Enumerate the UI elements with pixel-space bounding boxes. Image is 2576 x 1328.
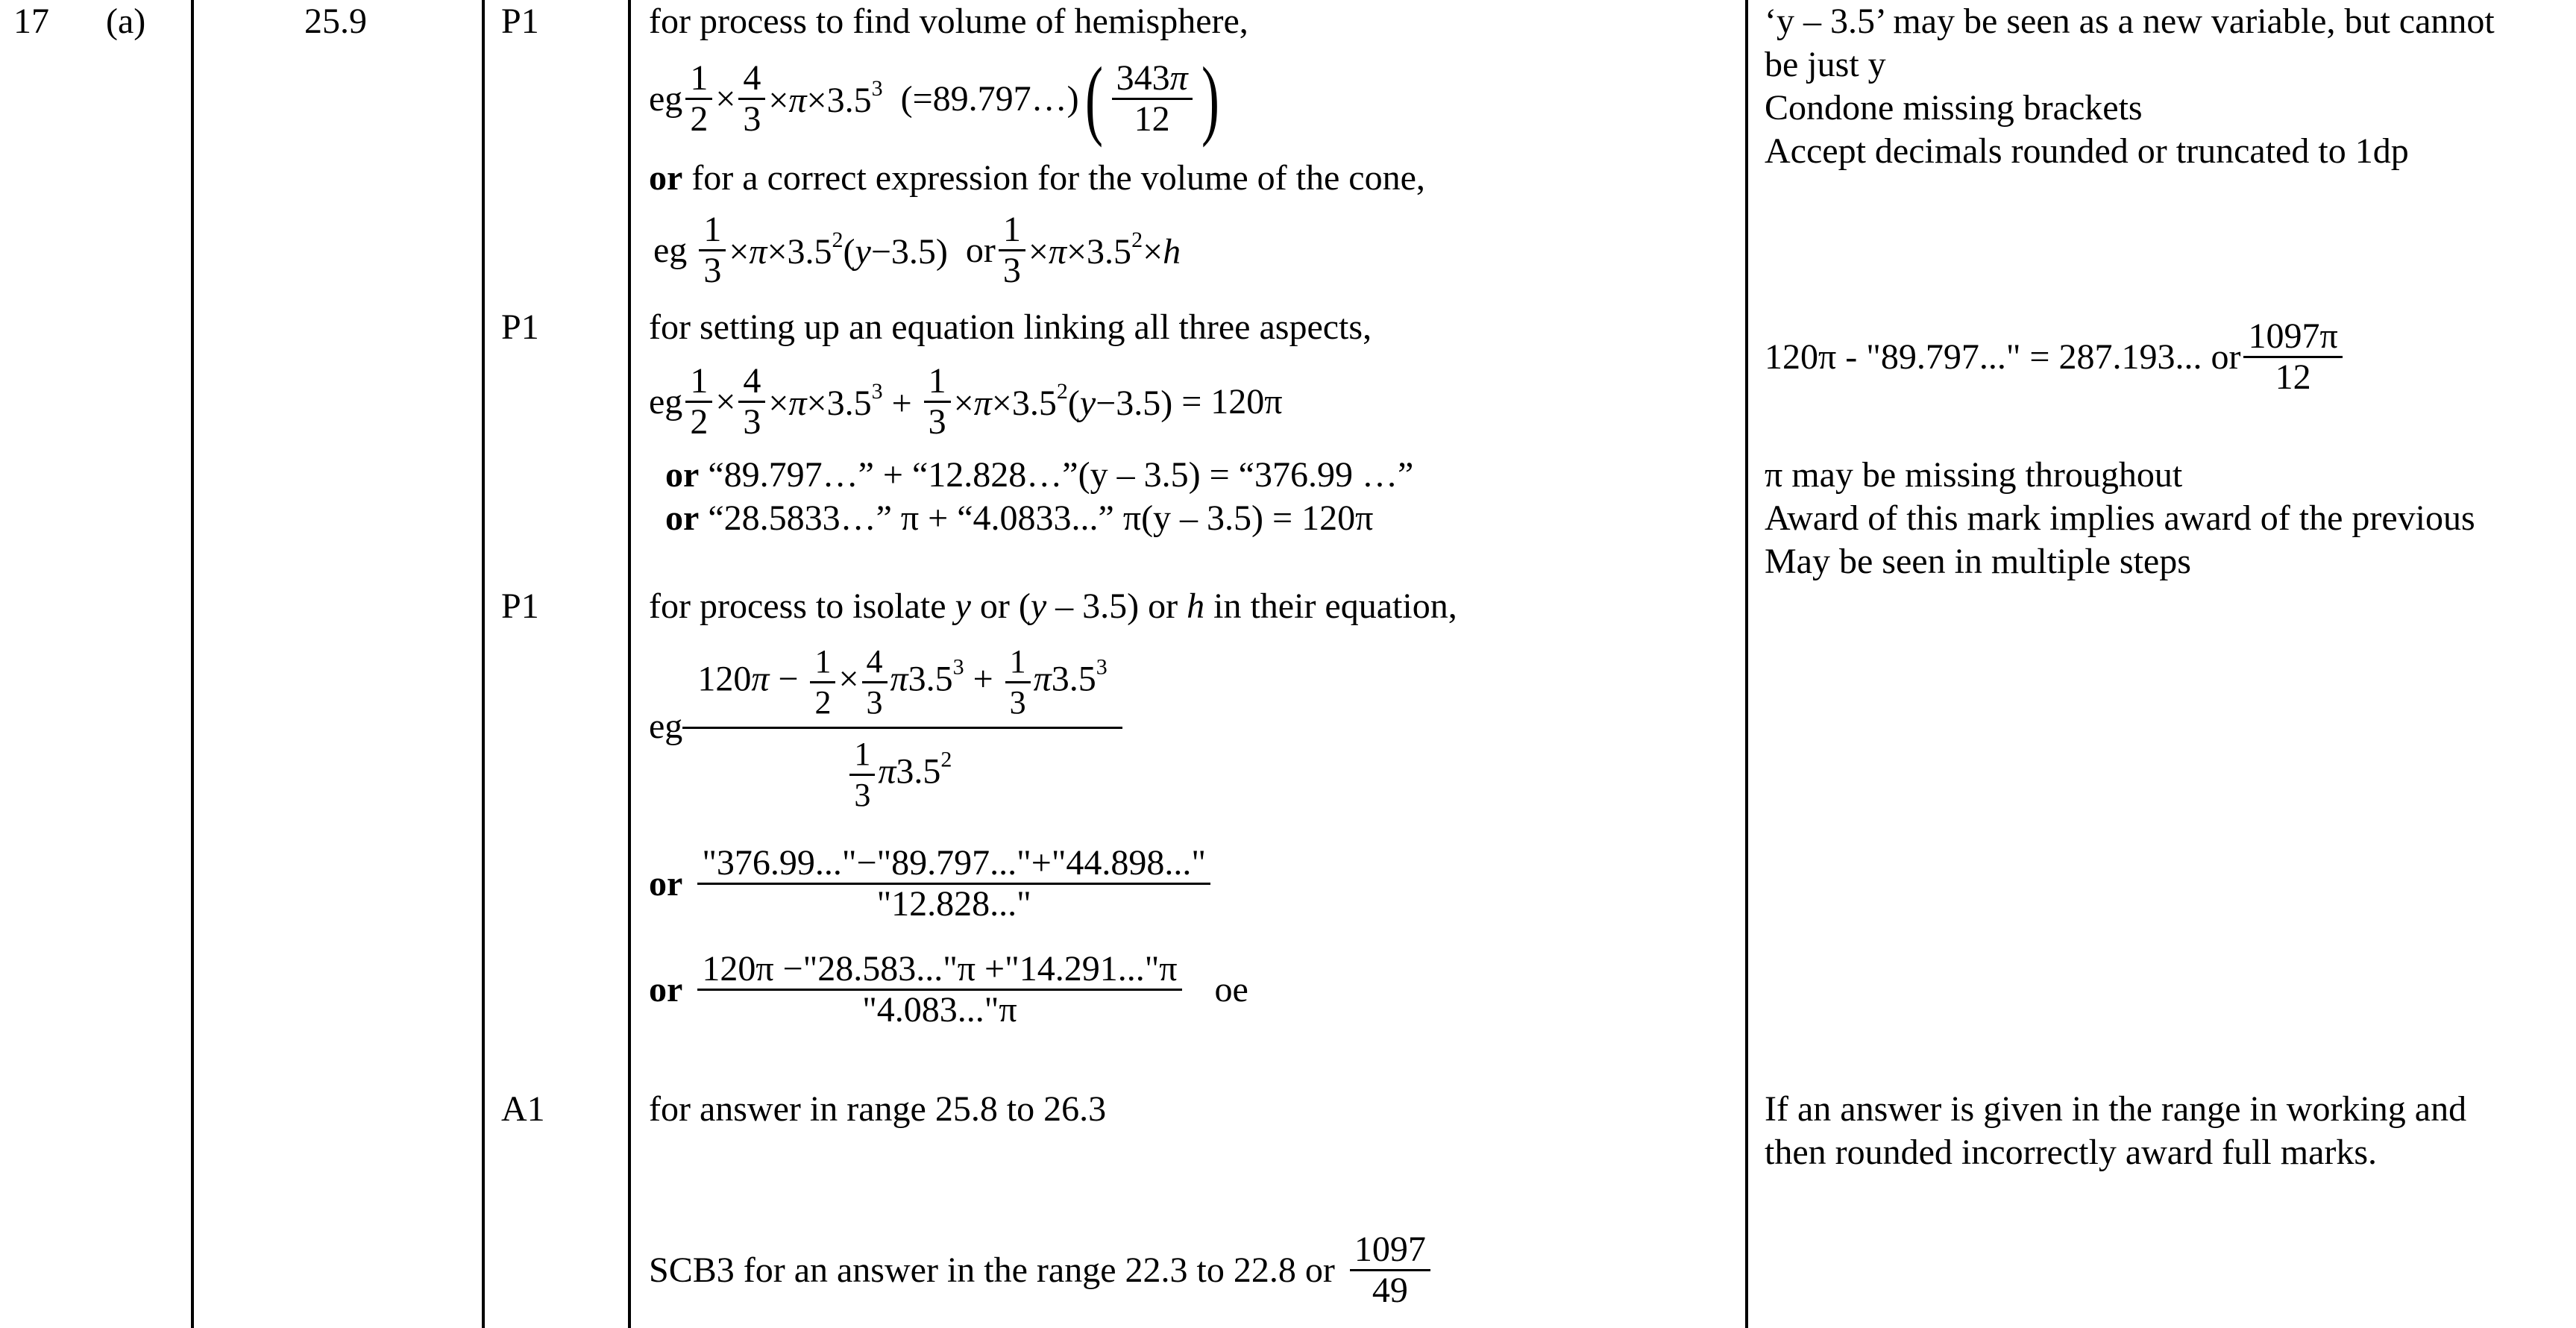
alternative-line: or “28.5833…” π + “4.0833...” π(y – 3.5) = 120π — [665, 498, 1374, 538]
working-heading: for process to isolate y or (y – 3.5) or h in their equation, — [649, 586, 1457, 626]
side-calculation: 120π - "89.797..." = 287.193... or $\frac{1097\pi}{12}$ — [1765, 304, 2346, 409]
cone-expression: eg $\frac{1}{3}$ $\times\pi\times 3.5^2(y-3.5)$ or $\frac{1}{3}$ $\times\pi\times 3.5^2\times h$ — [653, 209, 1181, 290]
working-heading: for answer in range 25.8 to 26.3 — [649, 1089, 1107, 1129]
equation-expression: eg $\frac{1}{2}$ × $\frac{4}{3}$ $\times\pi\times 3.5^3$ + $\frac{1}{3}$ $\times\pi\times 3.5^2(y-3.5)$ = 120π — [649, 360, 1283, 442]
mark-code: P1 — [501, 307, 539, 347]
answer-value: 25.9 — [304, 1, 367, 41]
mark-code: P1 — [501, 586, 539, 626]
fraction: $\frac{1}{2}$ — [685, 362, 712, 442]
mark-code: A1 — [501, 1089, 545, 1129]
working-heading: for process to find volume of hemisphere, — [649, 1, 1248, 41]
guidance-note: then rounded incorrectly award full marks. — [1765, 1133, 2378, 1172]
column-rule-3 — [628, 0, 631, 1328]
special-case-line: SCB3 for an answer in the range 22.3 to 22.8 or $\frac{1097}{49}$ — [649, 1218, 1433, 1322]
guidance-note: May be seen in multiple steps — [1765, 542, 2191, 581]
fraction: $\frac{343\pi}{12}$ — [1112, 59, 1193, 139]
guidance-note: ‘y – 3.5’ may be seen as a new variable, but cannot — [1765, 1, 2495, 41]
fraction: $\frac{1097}{49}$ — [1350, 1230, 1430, 1310]
fraction: $\frac{4}{3}$ — [738, 59, 765, 139]
fraction: $\frac{1097\pi}{12}$ — [2243, 317, 2342, 397]
isolate-alternative: or $\frac{120\pi -"28.583..."\pi +"14.291..."\pi}{"4.083..."\pi}$ oe — [649, 948, 1248, 1030]
alternative-line: or for a correct expression for the volume of the cone, — [649, 158, 1425, 198]
guidance-note: Condone missing brackets — [1765, 88, 2143, 128]
fraction: $\frac{1}{2}$ — [685, 59, 712, 139]
column-rule-2 — [482, 0, 485, 1328]
guidance-note: If an answer is given in the range in working and — [1765, 1089, 2467, 1129]
hemisphere-expression: eg $\frac{1}{2}$ × $\frac{4}{3}$ $\times\pi\times 3.5^3$ (=89.797…) ( $\frac{343\pi}{12}$ ) — [649, 48, 1219, 148]
isolate-expression: eg 120π − $\frac{1}{2}$ × $\frac{4}{3}$ $\pi 3.5^3$ + $\frac{1}{3}$ $\pi 3.5^3$ $\frac{1}{3}$ $\pi 3.5^2$ — [649, 633, 1122, 819]
guidance-note: Award of this mark implies award of the previous — [1765, 498, 2475, 538]
fraction: $\frac{120\pi -"28.583..."\pi +"14.291..."\pi}{"4.083..."\pi}$ — [697, 950, 1181, 1030]
question-part: (a) — [106, 1, 146, 41]
fraction: $\frac{1}{3}$ — [924, 362, 951, 442]
column-rule-1 — [191, 0, 194, 1328]
fraction: $\frac{4}{3}$ — [738, 362, 765, 442]
fraction: $\frac{"376.99..."-"89.797..."+"44.898..."}{"12.828..."}$ — [697, 844, 1210, 924]
fraction: $\frac{1}{3}$ — [999, 210, 1025, 290]
fraction: $\frac{1}{3}$ — [699, 210, 726, 290]
mark-code: P1 — [501, 1, 539, 41]
column-rule-4 — [1745, 0, 1748, 1328]
guidance-note: π may be missing throughout — [1765, 455, 2183, 495]
working-heading: for setting up an equation linking all three aspects, — [649, 307, 1372, 347]
guidance-note: be just y — [1765, 45, 1886, 84]
isolate-alternative: or $\frac{"376.99..."-"89.797..."+"44.898..."}{"12.828..."}$ — [649, 831, 1213, 936]
question-number: 17 — [13, 1, 49, 41]
alternative-line: or “89.797…” + “12.828…”(y – 3.5) = “376.99 …” — [665, 455, 1414, 495]
guidance-note: Accept decimals rounded or truncated to 1dp — [1765, 131, 2409, 171]
big-fraction: 120π − $\frac{1}{2}$ × $\frac{4}{3}$ $\pi 3.5^3$ + $\frac{1}{3}$ $\pi 3.5^3$ $\frac{1}{3}$ $\pi 3.5^2$ — [682, 638, 1122, 815]
